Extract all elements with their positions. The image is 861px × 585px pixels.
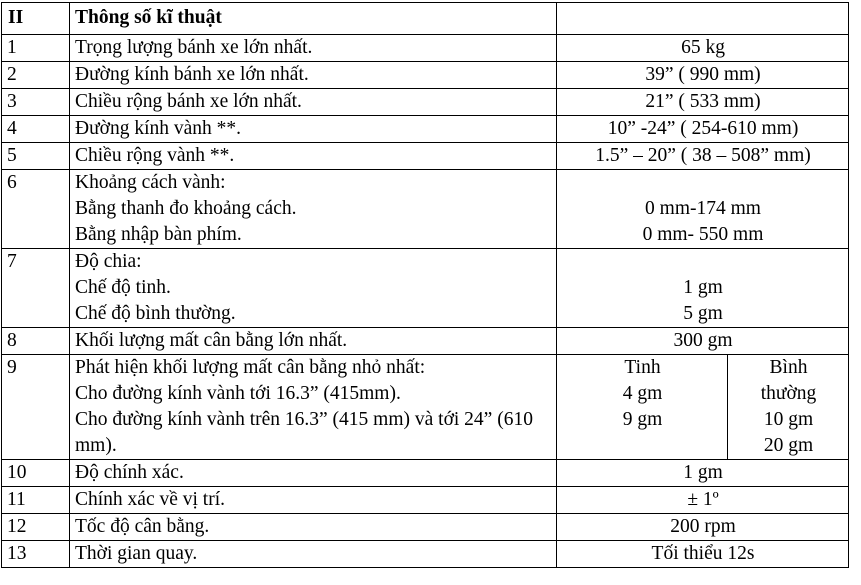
row-value: 1 gm — [557, 460, 849, 487]
row-label-heading: Khoảng cách vành: — [75, 172, 226, 193]
normal-mode-header: Bình thường — [760, 357, 817, 404]
row-value: 65 kg — [557, 35, 849, 62]
row-value: 200 rpm — [557, 514, 849, 541]
row-number: 2 — [2, 62, 70, 89]
row-sub-value: 0 mm-174 mm — [645, 198, 761, 219]
row-number: 10 — [2, 460, 70, 487]
spec-table — [1, 2, 849, 568]
row-label: Chiều rộng bánh xe lớn nhất. — [70, 89, 557, 116]
row-label: Khối lượng mất cân bằng lớn nhất. — [70, 328, 557, 355]
table-row — [2, 170, 849, 249]
row-sub-label: Cho đường kính vành tới 16.3” (415mm). — [75, 383, 401, 404]
row-number: 1 — [2, 35, 70, 62]
fine-mode-value: 9 gm — [622, 409, 663, 430]
table-row — [2, 541, 849, 568]
row-label-heading: Phát hiện khối lượng mất cân bằng nhỏ nhất: — [75, 357, 426, 378]
row-sub-value: 1 gm — [683, 277, 723, 298]
table-row — [2, 116, 849, 143]
row-label — [70, 249, 557, 328]
row-label-heading: Độ chia: — [75, 251, 142, 272]
fine-mode-column — [557, 355, 728, 460]
row-number: 6 — [2, 170, 70, 249]
row-label: Đường kính vành **. — [70, 116, 557, 143]
section-header-empty-cell — [557, 3, 849, 35]
row-sub-label: Chế độ tinh. — [75, 277, 171, 298]
table-row — [2, 514, 849, 541]
row-label: Tốc độ cân bằng. — [70, 514, 557, 541]
row-number: 7 — [2, 249, 70, 328]
row-value — [557, 170, 849, 249]
table-row — [2, 62, 849, 89]
row-number: 5 — [2, 143, 70, 170]
section-number: II — [2, 3, 70, 35]
row-sub-label: Bằng thanh đo khoảng cách. — [75, 198, 297, 219]
table-row — [2, 487, 849, 514]
row-sub-label: Bằng nhập bàn phím. — [75, 224, 242, 245]
normal-mode-column — [728, 355, 849, 460]
row-value: 10” -24” ( 254-610 mm) — [557, 116, 849, 143]
row-label: Độ chính xác. — [70, 460, 557, 487]
row-label: Đường kính bánh xe lớn nhất. — [70, 62, 557, 89]
table-row — [2, 460, 849, 487]
row-value: Tối thiểu 12s — [557, 541, 849, 568]
fine-mode-header: Tinh — [624, 357, 661, 378]
row-label: Trọng lượng bánh xe lớn nhất. — [70, 35, 557, 62]
row-sub-label: Cho đường kính vành trên 16.3” (415 mm) và tới 24” (610 mm). — [75, 409, 533, 456]
table-row — [2, 143, 849, 170]
row-label: Chính xác về vị trí. — [70, 487, 557, 514]
row-number: 9 — [2, 355, 70, 460]
table-row — [2, 249, 849, 328]
row-label — [70, 170, 557, 249]
row-sub-value: 0 mm- 550 mm — [642, 224, 764, 245]
table-row — [2, 355, 849, 460]
row-value: 39” ( 990 mm) — [557, 62, 849, 89]
table-row — [2, 89, 849, 116]
table-row — [2, 328, 849, 355]
row-number: 12 — [2, 514, 70, 541]
normal-mode-value: 10 gm — [763, 409, 814, 430]
table-row — [2, 35, 849, 62]
row-sub-label: Chế độ bình thường. — [75, 303, 236, 324]
section-header-row — [2, 3, 849, 35]
fine-mode-value: 4 gm — [622, 383, 663, 404]
row-number: 8 — [2, 328, 70, 355]
row-number: 11 — [2, 487, 70, 514]
row-value: 1.5” – 20” ( 38 – 508” mm) — [557, 143, 849, 170]
row-sub-value: 5 gm — [683, 303, 723, 324]
row-label: Chiều rộng vành **. — [70, 143, 557, 170]
row-value: ± 1º — [557, 487, 849, 514]
row-number: 4 — [2, 116, 70, 143]
row-value: 300 gm — [557, 328, 849, 355]
row-number: 13 — [2, 541, 70, 568]
row-label: Thời gian quay. — [70, 541, 557, 568]
row-value — [557, 249, 849, 328]
normal-mode-value: 20 gm — [763, 435, 814, 456]
section-title: Thông số kĩ thuật — [70, 3, 557, 35]
row-number: 3 — [2, 89, 70, 116]
row-value: 21” ( 533 mm) — [557, 89, 849, 116]
row-label — [70, 355, 557, 460]
